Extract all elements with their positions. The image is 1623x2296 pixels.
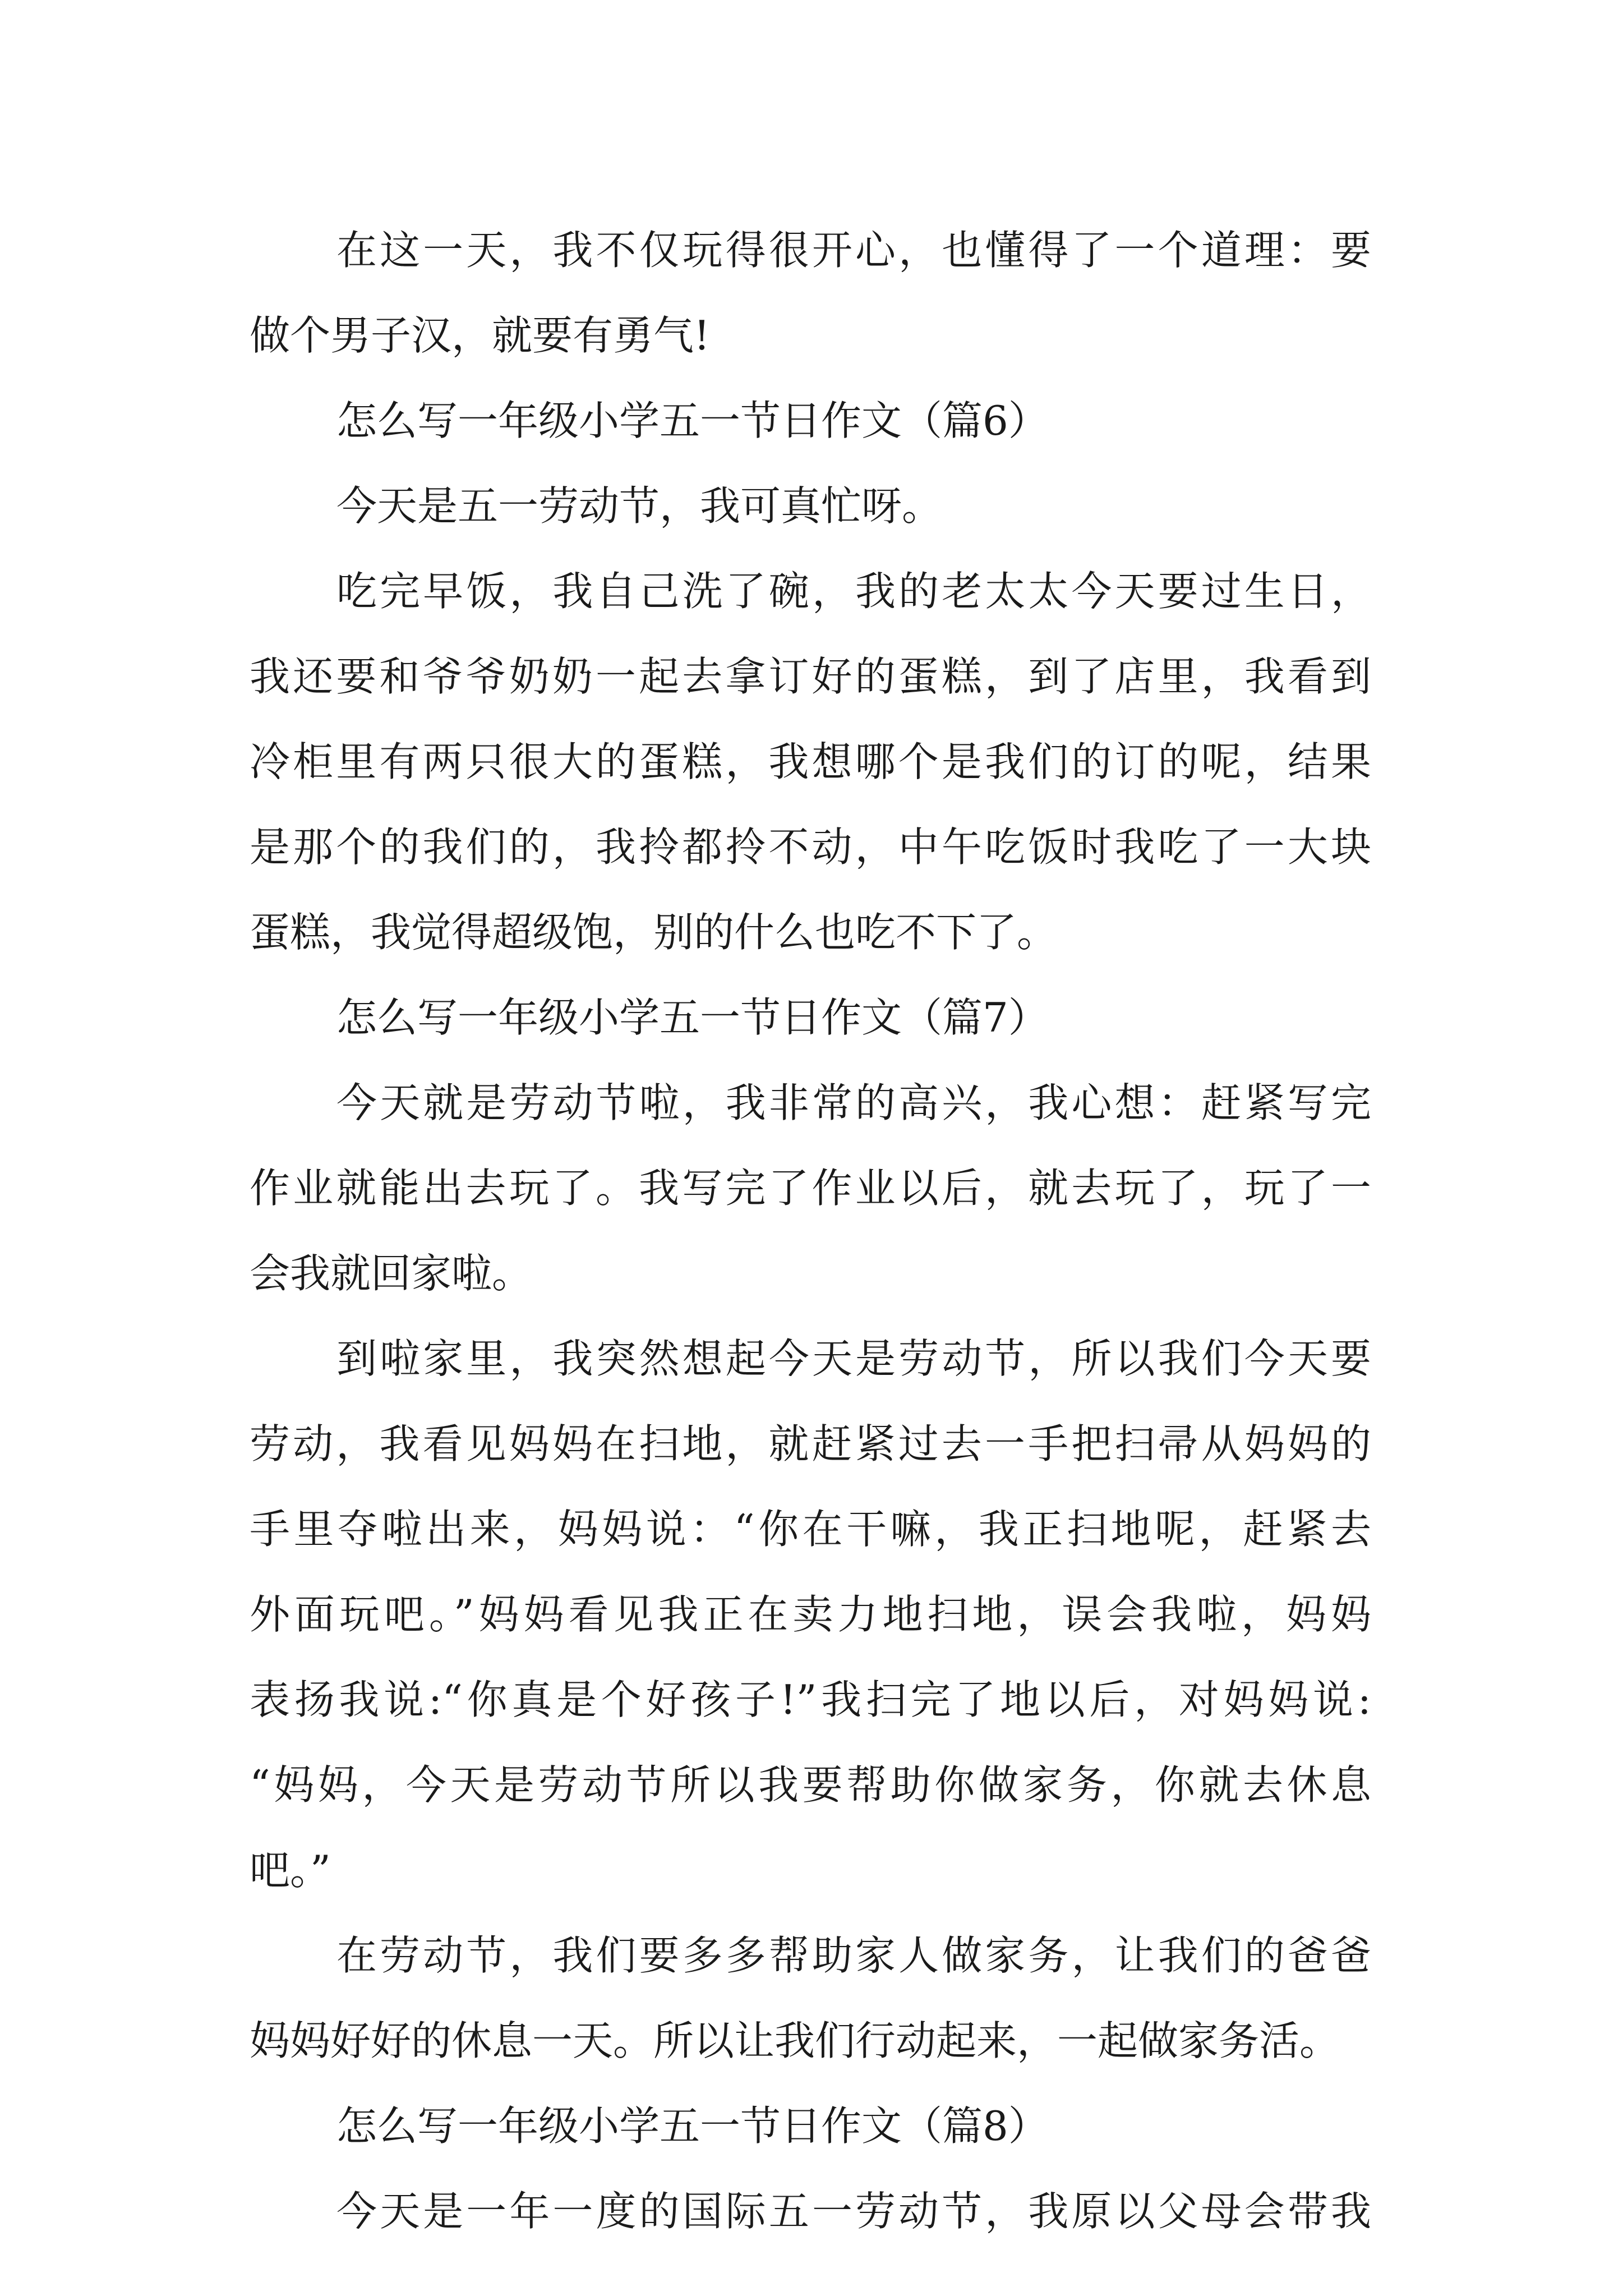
text-line: 外面玩吧。”妈妈看见我正在卖力地扫地，误会我啦，妈妈 <box>250 1591 1371 1638</box>
text-line: 劳动，我看见妈妈在扫地，就赶紧过去一手把扫帚从妈妈的 <box>250 1420 1371 1467</box>
text-line: 今天就是劳动节啦，我非常的高兴，我心想：赶紧写完 <box>336 1079 1371 1126</box>
text-line: 做个男子汉，就要有勇气! <box>250 312 710 359</box>
heading-text: 怎么写一年级小学五一节日作文（篇8） <box>336 2102 1049 2150</box>
paragraph <box>250 719 1371 804</box>
paragraph <box>250 634 1371 719</box>
paragraph <box>250 1231 1371 1316</box>
text-line: 在劳动节，我们要多多帮助家人做家务，让我们的爸爸 <box>336 1932 1371 1979</box>
text-line: 我还要和爷爷奶奶一起去拿订好的蛋糕，到了店里，我看到 <box>250 653 1371 700</box>
section-heading <box>250 2083 1371 2169</box>
paragraph <box>250 890 1371 975</box>
text-line: 是那个的我们的，我拎都拎不动，中午吃饭时我吃了一大块 <box>250 823 1371 871</box>
paragraph <box>250 1828 1371 1913</box>
heading-text: 怎么写一年级小学五一节日作文（篇6） <box>336 397 1049 444</box>
text-line: 吃完早饭，我自己洗了碗，我的老太太今天要过生日， <box>336 568 1371 615</box>
paragraph <box>250 1572 1371 1657</box>
text-line: 在这一天，我不仅玩得很开心，也懂得了一个道理：要 <box>336 227 1371 274</box>
text-line: 今天是五一劳动节，我可真忙呀。 <box>336 482 943 530</box>
text-line: 会我就回家啦。 <box>250 1250 533 1297</box>
text-line: 妈妈好好的休息一天。所以让我们行动起来，一起做家务活。 <box>250 2017 1340 2064</box>
text-line: 表扬我说:“你真是个好孩子!”我扫完了地以后，对妈妈说: <box>250 1676 1371 1723</box>
text-line: “妈妈，今天是劳动节所以我要帮助你做家务，你就去休息 <box>250 1761 1371 1809</box>
text-line: 吧。” <box>250 1847 331 1894</box>
section-heading <box>250 975 1371 1060</box>
paragraph <box>250 293 1371 378</box>
paragraph <box>250 804 1371 890</box>
paragraph <box>250 1145 1371 1231</box>
text-line: 到啦家里，我突然想起今天是劳动节，所以我们今天要 <box>336 1335 1371 1382</box>
text-line: 蛋糕，我觉得超级饱，别的什么也吃不下了。 <box>250 909 1058 956</box>
paragraph <box>250 1998 1371 2083</box>
paragraph <box>250 1487 1371 1572</box>
text-line: 作业就能出去玩了。我写完了作业以后，就去玩了，玩了一 <box>250 1165 1371 1212</box>
paragraph <box>250 1657 1371 1742</box>
paragraph <box>250 1913 1371 1998</box>
paragraph <box>250 1316 1371 1401</box>
text-line: 手里夺啦出来，妈妈说：“你在干嘛，我正扫地呢，赶紧去 <box>250 1506 1371 1553</box>
paragraph <box>250 1401 1371 1487</box>
paragraph <box>250 2169 1371 2254</box>
text-line: 今天是一年一度的国际五一劳动节，我原以父母会带我 <box>336 2188 1371 2235</box>
paragraph <box>250 463 1371 549</box>
text-line: 冷柜里有两只很大的蛋糕，我想哪个是我们的订的呢，结果 <box>250 738 1371 785</box>
document-body <box>250 208 1371 2254</box>
heading-text: 怎么写一年级小学五一节日作文（篇7） <box>336 994 1049 1041</box>
paragraph <box>250 1060 1371 1145</box>
paragraph <box>250 208 1371 293</box>
paragraph <box>250 1742 1371 1828</box>
paragraph <box>250 549 1371 634</box>
section-heading <box>250 378 1371 463</box>
